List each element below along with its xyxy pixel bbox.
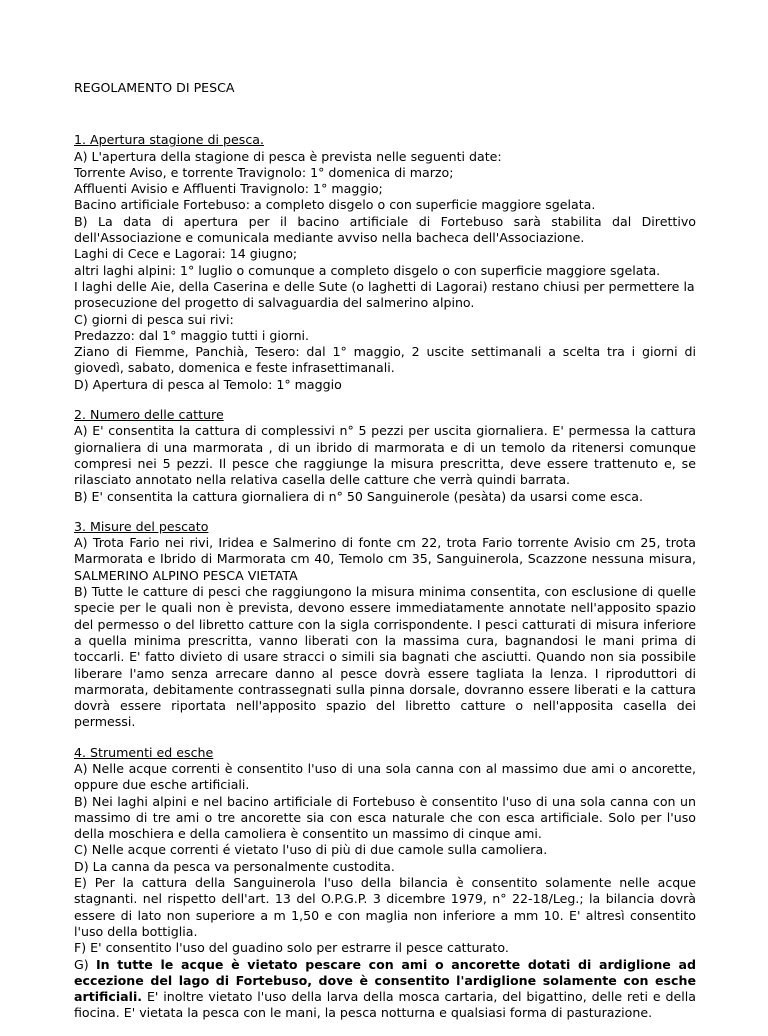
document-page bbox=[74, 80, 696, 1036]
paragraph: A) Nelle acque correnti è consentito l'uso di una sola canna con al massimo due ami o ancorette, oppure due esche artificiali. bbox=[74, 760, 696, 793]
paragraph: C) Nelle acque correnti é vietato l'uso di più di due camole sulla camoliera. bbox=[74, 842, 548, 858]
paragraph: D) La canna da pesca va personalmente custodita. bbox=[74, 858, 395, 874]
paragraph: altri laghi alpini: 1° luglio o comunque a completo disgelo o con superficie maggiore sgelata. bbox=[74, 262, 661, 278]
paragraph: B) E' consentita la cattura giornaliera di n° 50 Sanguinerole (pesàta) da usarsi come esca. bbox=[74, 488, 643, 504]
paragraph: Torrente Aviso, e torrente Travignolo: 1° domenica di marzo; bbox=[74, 164, 454, 180]
section-tools-bait bbox=[74, 745, 696, 1022]
section-catch-count bbox=[74, 407, 696, 505]
paragraph: B) Nei laghi alpini e nel bacino artificiale di Fortebuso è consentito l'uso di una sola canna con un massimo di tre ami o tre ancorette sia con esca naturale che con esca artificiale. Solo per l'uso della moschiera e della camoliera è consentito un massimo di cinque ami. bbox=[74, 793, 696, 842]
section-heading: 4. Strumenti ed esche bbox=[74, 744, 214, 760]
paragraph: Predazzo: dal 1° maggio tutti i giorni. bbox=[74, 327, 310, 343]
paragraph: F) E' consentito l'uso del guadino solo per estrarre il pesce catturato. bbox=[74, 940, 509, 956]
section-heading: 3. Misure del pescato bbox=[74, 518, 209, 534]
section-heading: 2. Numero delle catture bbox=[74, 407, 224, 423]
paragraph: Laghi di Cece e Lagorai: 14 giugno; bbox=[74, 246, 298, 262]
paragraph: B) Tutte le catture di pesci che raggiungono la misura minima consentita, con esclusione di quelle specie per le quali non è prevista, devono essere immediatamente annotate nell'apposito spazio del permesso o del libretto catture con la sigla corrispondente. I pesci catturati di misura inferiore a quella minima prescritta, vanno liberati con la massima cura, bagnandosi le mani prima di toccarli. E' fatto divieto di usare stracci o simili sia bagnati che asciutti. Quando non sia possibile liberare l'amo senza arrecare danno al pesce dovrà essere tagliata la lenza. I riproduttori di marmorata, debitamente contrassegnati sulla pinna dorsale, dovranno essere liberati e la cattura dovrà essere riportata nell'apposito spazio del libretto catture o nell'apposita casella dei permessi. bbox=[74, 584, 696, 730]
paragraph: B) La data di apertura per il bacino artificiale di Fortebuso sarà stabilita dal Direttivo dell'Associazione e comunicala mediante avviso nella bacheca dell'Associazione. bbox=[74, 213, 696, 246]
section-sizes bbox=[74, 519, 696, 731]
section-opening bbox=[74, 132, 696, 393]
paragraph: D) Apertura di pesca al Temolo: 1° maggio bbox=[74, 376, 342, 392]
paragraph: Affluenti Avisio e Affluenti Travignolo: 1° maggio; bbox=[74, 181, 383, 197]
document-title: REGOLAMENTO DI PESCA bbox=[74, 80, 235, 95]
paragraph-prefix: G) bbox=[74, 956, 96, 972]
paragraph-bold: In tutte le acque è vietato pescare con ami o ancorette dotati di ardiglione ad eccezione del lago di Fortebuso, dove è consentito l'ardiglione solamente con esche artificiali. bbox=[74, 956, 696, 1005]
paragraph: A) L'apertura della stagione di pesca è prevista nelle seguenti date: bbox=[74, 148, 502, 164]
paragraph: I laghi delle Aie, della Caserina e delle Sute (o laghetti di Lagorai) restano chiusi per permettere la prosecuzione del progetto di salvaguardia del salmerino alpino. bbox=[74, 278, 695, 311]
paragraph: A) E' consentita la cattura di complessivi n° 5 pezzi per uscita giornaliera. E' permessa la cattura giornaliera di una marmorata , di un ibrido di marmorata e di un temolo da ritenersi comunque compresi nei 5 pezzi. Il pesce che raggiunge la misura prescritta, deve essere trattenuto e, se rilasciato annotato nella relativa casella delle catture che verrà quindi barrata. bbox=[74, 423, 696, 488]
paragraph: C) giorni di pesca sui rivi: bbox=[74, 311, 234, 327]
paragraph-g bbox=[74, 957, 696, 1022]
paragraph: Ziano di Fiemme, Panchià, Tesero: dal 1° maggio, 2 uscite settimanali a scelta tra i giorni di giovedì, sabato, domenica e feste infrasettimanali. bbox=[74, 344, 696, 376]
paragraph: E) Per la cattura della Sanguinerola l'uso della bilancia è consentito solamente nelle acque stagnanti. nel rispetto dell'art. 13 del O.P.G.P. 3 dicembre 1979, n° 22-18/Leg.; la bilancia dovrà essere di lato non superiore a m 1,50 e con maglia non inferiore a mm 10. E' altresì consentito l'uso della bottiglia. bbox=[74, 875, 696, 939]
paragraph-rest: E' inoltre vietato l'uso della larva della mosca cartaria, del bigattino, delle reti e della fiocina. E' vietata la pesca con le mani, la pesca notturna e qualsiasi forma di pasturazione. bbox=[74, 989, 696, 1021]
paragraph: A) Trota Fario nei rivi, Iridea e Salmerino di fonte cm 22, trota Fario torrente Avisio cm 25, trota Marmorata e Ibrido di Marmorata cm 40, Temolo cm 35, Sanguinerola, Scazzone nessuna misura, SALMERINO ALPINO PESCA VIETATA bbox=[74, 535, 696, 583]
paragraph: Bacino artificiale Fortebuso: a completo disgelo o con superficie maggiore sgelata. bbox=[74, 197, 596, 213]
section-heading: 1. Apertura stagione di pesca. bbox=[74, 132, 264, 148]
